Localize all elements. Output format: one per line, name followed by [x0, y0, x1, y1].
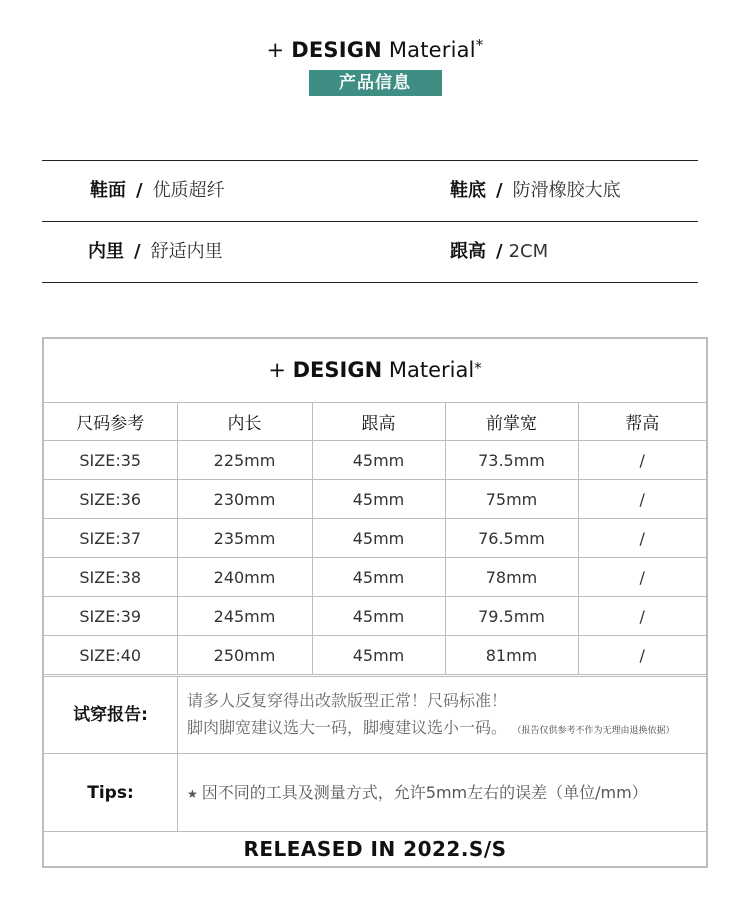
column-header: 帮高: [578, 402, 706, 441]
brand-title: [0, 38, 750, 62]
table-row: [44, 558, 706, 597]
table-cell: 81mm: [445, 636, 578, 675]
table-cell: 45mm: [312, 597, 445, 636]
column-header: 尺码参考: [44, 402, 177, 441]
info-cell-left: [88, 222, 223, 282]
size-chart-title: [44, 339, 706, 403]
table-cell: /: [578, 519, 706, 558]
info-cell-right: [450, 161, 621, 221]
table-cell: SIZE:38: [44, 558, 177, 597]
table-header-row: [44, 402, 706, 441]
table-row: [44, 597, 706, 636]
title-star: *: [474, 359, 482, 377]
column-header: 跟高: [312, 402, 445, 441]
table-cell: 240mm: [177, 558, 312, 597]
size-chart: [42, 337, 708, 868]
table-cell: 73.5mm: [445, 441, 578, 480]
info-value: 2CM: [508, 241, 549, 262]
info-row: [42, 222, 698, 283]
fit-report-line: [187, 714, 675, 745]
table-cell: /: [578, 558, 706, 597]
brand-star: *: [475, 36, 484, 54]
table-cell: 45mm: [312, 480, 445, 519]
table-cell: 250mm: [177, 636, 312, 675]
table-cell: 79.5mm: [445, 597, 578, 636]
info-key: 跟高: [450, 241, 486, 262]
table-cell: 76.5mm: [445, 519, 578, 558]
table-cell: SIZE:35: [44, 441, 177, 480]
table-cell: /: [578, 480, 706, 519]
column-header: 内长: [177, 402, 312, 441]
table-cell: 45mm: [312, 441, 445, 480]
table-cell: 78mm: [445, 558, 578, 597]
title-bold: DESIGN: [292, 358, 383, 382]
table-row: [44, 480, 706, 519]
brand-bold: DESIGN: [291, 38, 382, 62]
info-separator: /: [136, 180, 143, 201]
brand-light: Material: [388, 38, 476, 62]
release-banner: RELEASED IN 2022.S/S: [44, 831, 706, 867]
info-cell-right: [450, 222, 548, 282]
info-value: 舒适内里: [150, 241, 223, 262]
tips-label: Tips:: [44, 754, 178, 832]
table-cell: 45mm: [312, 558, 445, 597]
table-cell: SIZE:37: [44, 519, 177, 558]
info-separator: /: [134, 241, 141, 262]
title-plus: +: [268, 358, 286, 382]
table-cell: 230mm: [177, 480, 312, 519]
info-value: 防滑橡胶大底: [512, 180, 621, 201]
tips-section: [44, 753, 706, 832]
info-value: 优质超纤: [152, 180, 225, 201]
info-row: [42, 161, 698, 222]
info-key: 内里: [88, 241, 124, 262]
fit-report-note: （报告仅供参考不作为无理由退换依据）: [517, 726, 675, 736]
table-cell: SIZE:36: [44, 480, 177, 519]
page-header: [0, 38, 750, 96]
product-info: [42, 160, 698, 283]
table-cell: /: [578, 441, 706, 480]
tips-text: [187, 754, 648, 832]
table-cell: 245mm: [177, 597, 312, 636]
title-light: Material: [388, 358, 475, 382]
section-badge: 产品信息: [309, 70, 442, 96]
fit-report-label: 试穿报告:: [44, 677, 178, 754]
star-icon: ★: [187, 787, 198, 801]
brand-plus: +: [266, 38, 285, 62]
info-key: 鞋底: [450, 180, 486, 201]
info-separator: /: [496, 241, 503, 262]
table-cell: 75mm: [445, 480, 578, 519]
table-row: [44, 636, 706, 675]
table-cell: SIZE:40: [44, 636, 177, 675]
tips-content: 因不同的工具及测量方式，允许5mm左右的误差（单位/mm）: [201, 783, 648, 802]
table-row: [44, 441, 706, 480]
info-cell-left: [90, 161, 225, 221]
size-table: [44, 402, 706, 675]
column-header: 前掌宽: [445, 402, 578, 441]
fit-report-line: 请多人反复穿得出改款版型正常！尺码标准！: [187, 691, 508, 710]
info-separator: /: [496, 180, 503, 201]
table-cell: 45mm: [312, 636, 445, 675]
table-cell: 225mm: [177, 441, 312, 480]
table-row: [44, 519, 706, 558]
table-cell: 45mm: [312, 519, 445, 558]
info-key: 鞋面: [90, 180, 126, 201]
table-cell: /: [578, 597, 706, 636]
fit-report-text: [187, 687, 675, 745]
table-cell: 235mm: [177, 519, 312, 558]
fit-report-advice: 脚肉脚宽建议选大一码，脚瘦建议选小一码。: [187, 718, 508, 737]
table-cell: SIZE:39: [44, 597, 177, 636]
fit-report: [44, 676, 706, 754]
table-cell: /: [578, 636, 706, 675]
